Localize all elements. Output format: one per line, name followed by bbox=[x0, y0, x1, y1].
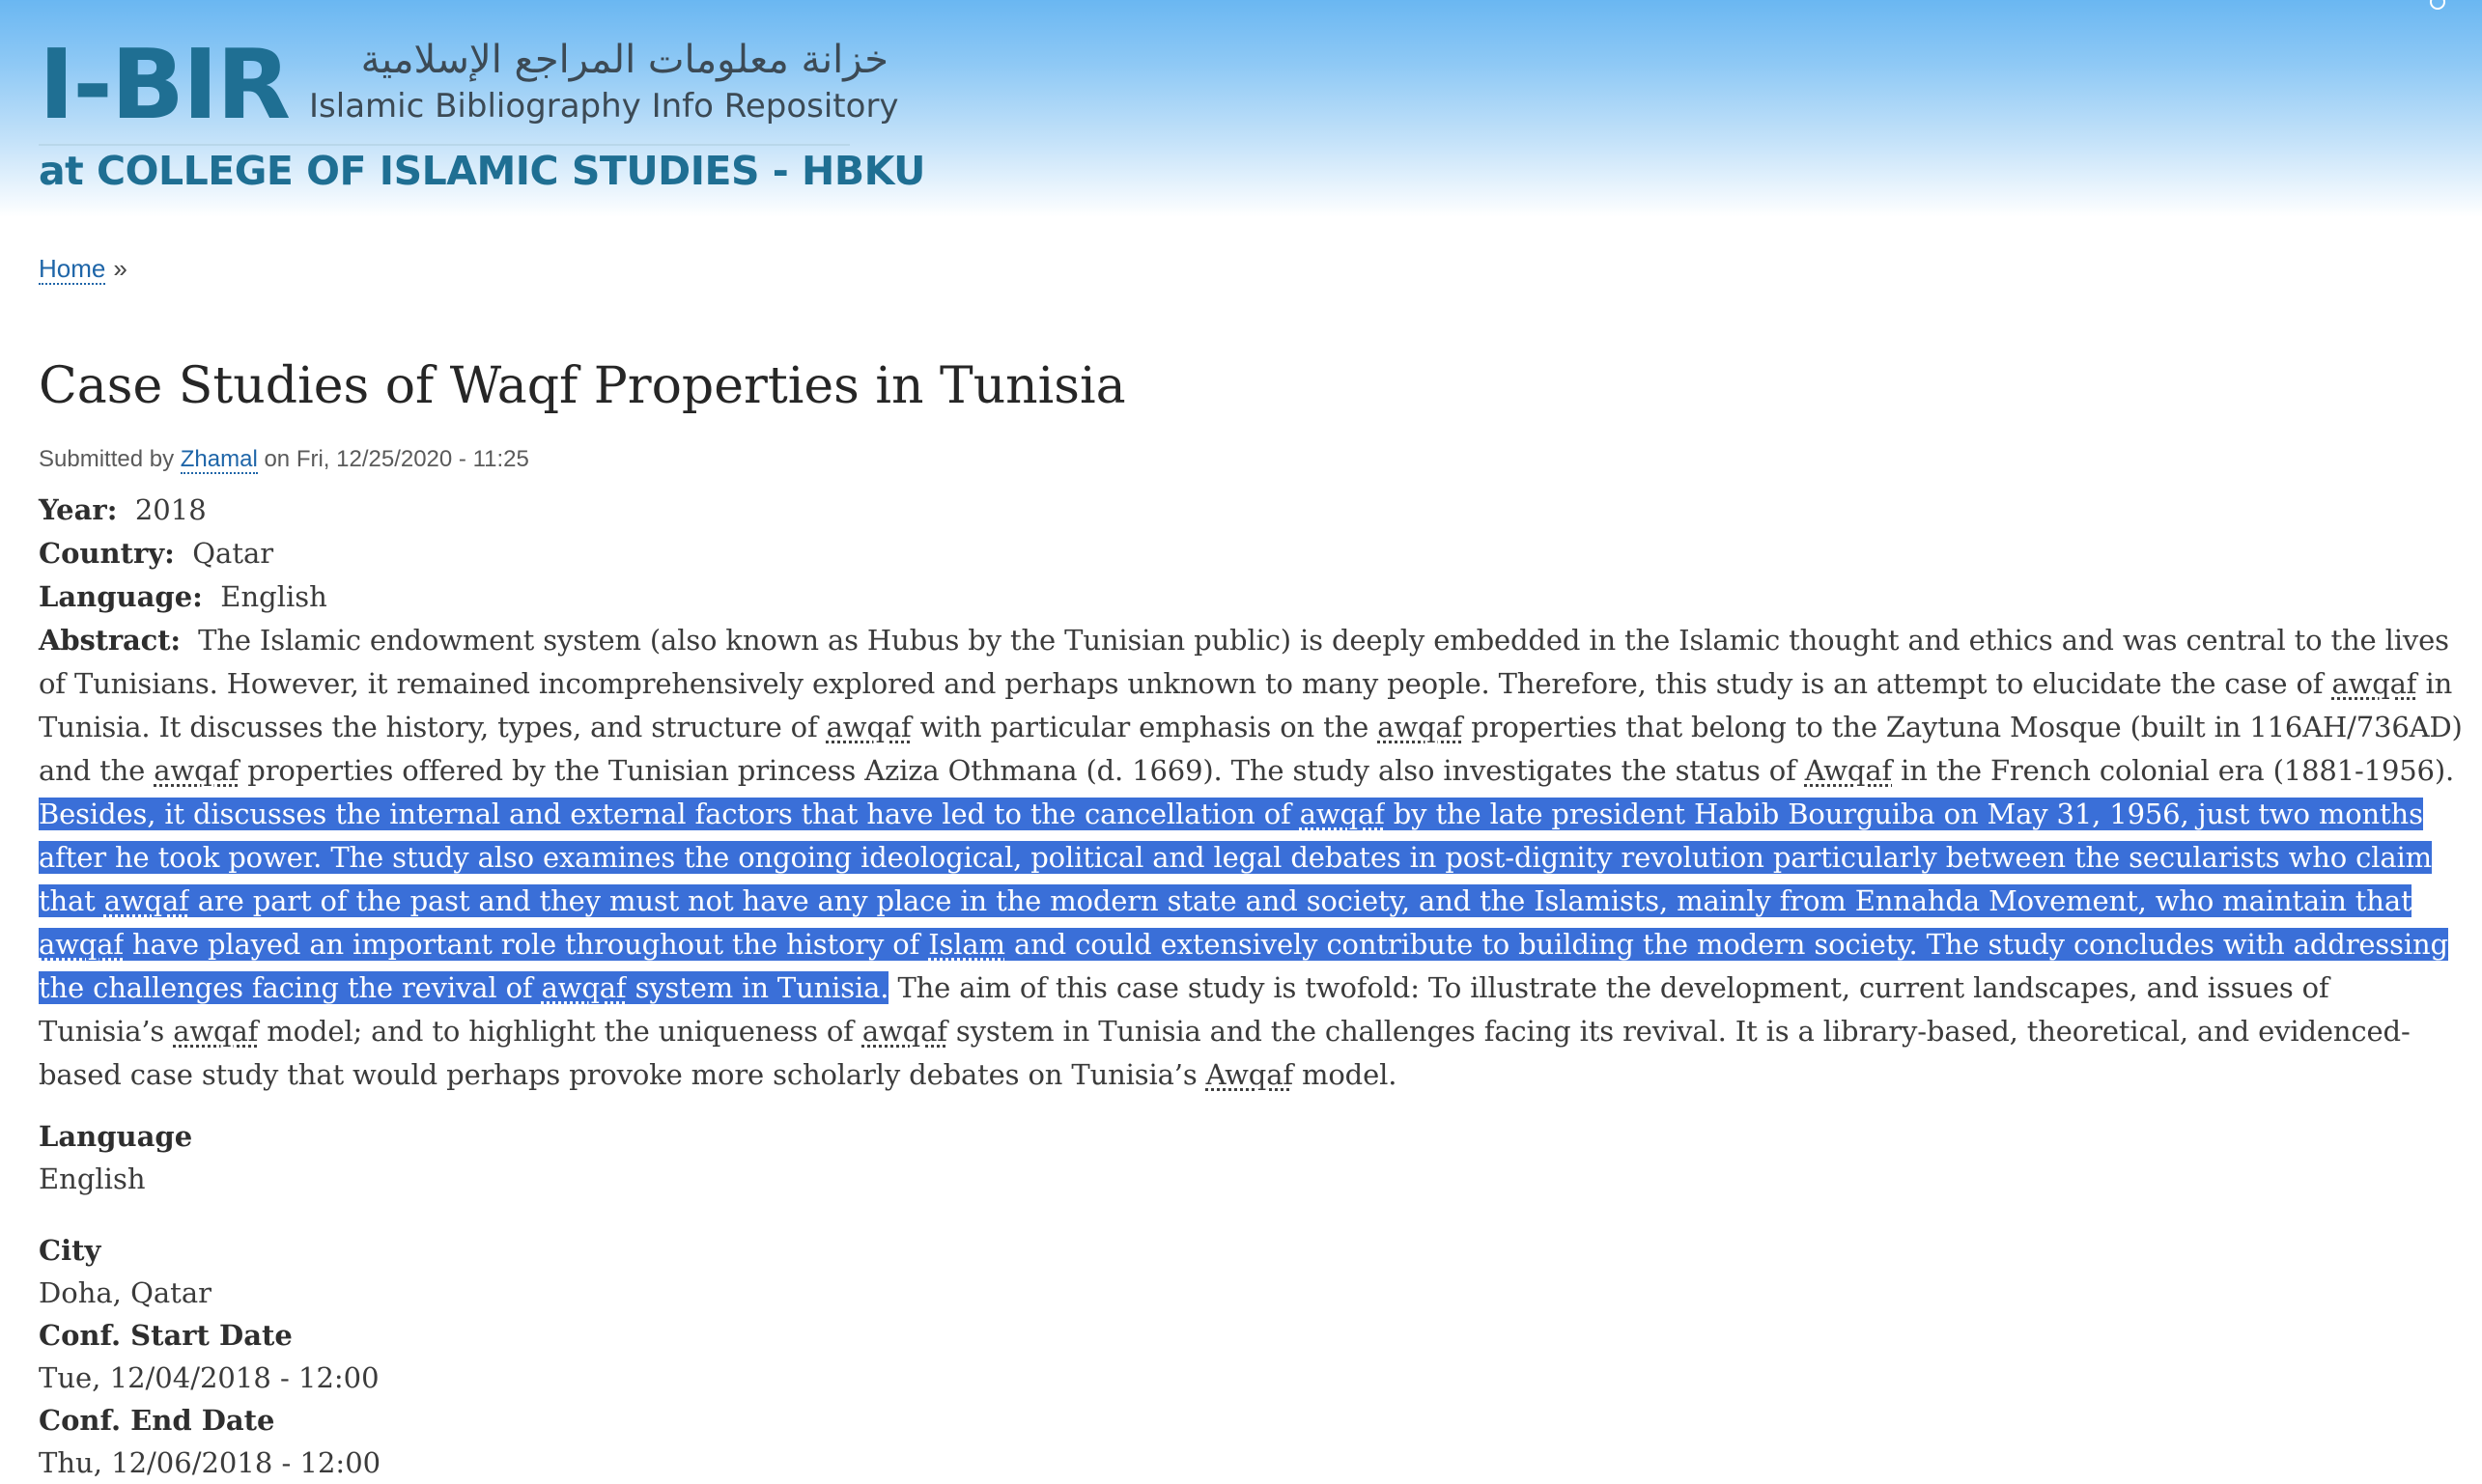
country-value: Qatar bbox=[192, 537, 274, 570]
term-awqaf: awqaf bbox=[861, 1015, 947, 1048]
abstract-part: properties offered by the Tunisian princess Aziza Othmana (d. 1669). The study also investigates the status of bbox=[239, 754, 1805, 787]
author-link[interactable]: Zhamal bbox=[180, 446, 258, 472]
abstract-part: with particular emphasis on the bbox=[911, 711, 1378, 743]
detail-end-date-label: Conf. End Date bbox=[39, 1404, 275, 1437]
detail-start-date-value: Tue, 12/04/2018 - 12:00 bbox=[39, 1361, 380, 1394]
abstract-part: model; and to highlight the uniqueness of bbox=[258, 1015, 862, 1048]
page-title: Case Studies of Waqf Properties in Tunisia bbox=[39, 357, 1126, 415]
abstract-text bbox=[39, 619, 2463, 1097]
node-content bbox=[39, 489, 2463, 1097]
abstract-part: properties that belong to the Zaytuna Mosque (built in 116AH/736AD) and the bbox=[39, 711, 2463, 787]
event-details bbox=[39, 1115, 1198, 1484]
corner-circle-icon bbox=[2430, 0, 2445, 10]
term-awqaf: awqaf bbox=[154, 754, 240, 787]
selected-term-awqaf: awqaf bbox=[103, 884, 189, 917]
term-awqaf: awqaf bbox=[826, 711, 912, 743]
breadcrumb-home-link[interactable]: Home bbox=[39, 254, 106, 283]
logo-english-title: Islamic Bibliography Info Repository bbox=[309, 87, 899, 126]
breadcrumb bbox=[39, 254, 127, 284]
abstract-part: system in Tunisia and the challenges facing its revival. It is a library-based, theoretical, and evidenced-based case study that would perhaps provoke more scholarly debates on Tunisia’s bbox=[39, 1015, 2411, 1091]
detail-start-date-label: Conf. Start Date bbox=[39, 1319, 293, 1352]
selected-text: are part of the past and they must not have any place in the modern state and society, and the Islamists, mainly from Ennahda Movement, who maintain that bbox=[188, 884, 2412, 917]
field-year bbox=[39, 489, 2463, 532]
selected-term-awqaf: awqaf bbox=[39, 928, 124, 961]
year-value: 2018 bbox=[134, 493, 207, 526]
selected-term-islam: Islam bbox=[928, 928, 1005, 961]
logo-divider bbox=[39, 144, 850, 146]
selected-text: and could extensively contribute to building the modern society. The study concludes with addressing the challenges facing the revival of bbox=[39, 928, 2448, 1004]
detail-city-value: Doha, Qatar bbox=[39, 1276, 212, 1309]
logo-college-line: at COLLEGE OF ISLAMIC STUDIES - HBKU bbox=[39, 148, 925, 194]
submitted-date: on Fri, 12/25/2020 - 11:25 bbox=[264, 446, 529, 472]
term-awqaf: Awqaf bbox=[1804, 754, 1893, 787]
language-label: Language: bbox=[39, 580, 203, 613]
logo-arabic-title: خزانة معلومات المراجع الإسلامية bbox=[360, 38, 888, 82]
selected-term-awqaf: awqaf bbox=[1299, 798, 1385, 830]
term-awqaf: awqaf bbox=[2331, 667, 2417, 700]
abstract-label: Abstract: bbox=[39, 624, 181, 657]
detail-end-date-value: Thu, 12/06/2018 - 12:00 bbox=[39, 1446, 381, 1479]
term-awqaf: awqaf bbox=[173, 1015, 259, 1048]
detail-language-value: English bbox=[39, 1162, 146, 1195]
abstract-part: The aim of this case study is twofold: To illustrate the development, current landscapes, and issues of Tunisia’s bbox=[39, 971, 2329, 1048]
country-label: Country: bbox=[39, 537, 175, 570]
abstract-part: model. bbox=[1292, 1058, 1397, 1091]
selected-text: have played an important role throughout the history of bbox=[123, 928, 929, 961]
selected-text: Besides, it discusses the internal and external factors that have led to the cancellation of bbox=[39, 798, 1300, 830]
field-language bbox=[39, 575, 2463, 619]
submitted-info bbox=[39, 446, 529, 473]
selected-text: system in Tunisia. bbox=[626, 971, 889, 1004]
language-value: English bbox=[220, 580, 327, 613]
site-logo[interactable] bbox=[39, 28, 925, 206]
abstract-part: The Islamic endowment system (also known as Hubus by the Tunisian public) is deeply embedded in the Islamic thought and ethics and was central to the lives of Tunisians. However, it remained incomprehensively explored and perhaps unknown to many people. Therefore, this study is an attempt to elucidate the case of bbox=[39, 624, 2449, 700]
detail-language-label: Language bbox=[39, 1120, 193, 1153]
detail-city-label: City bbox=[39, 1234, 101, 1267]
selected-text: by the late president Habib Bourguiba on May 31, 1956, just two months after he took power. The study also examines the ongoing ideological, political and legal debates in post-dignity revolution particularly between the secularists who claim that bbox=[39, 798, 2432, 917]
abstract-part: in the French colonial era (1881-1956). bbox=[1892, 754, 2455, 787]
logo-wordmark: I-BIR bbox=[39, 28, 290, 141]
selected-term-awqaf: awqaf bbox=[541, 971, 627, 1004]
term-awqaf: awqaf bbox=[1377, 711, 1463, 743]
breadcrumb-separator: » bbox=[113, 254, 127, 283]
field-country bbox=[39, 532, 2463, 575]
year-label: Year: bbox=[39, 493, 118, 526]
abstract-part: in Tunisia. It discusses the history, types, and structure of bbox=[39, 667, 2453, 743]
site-header bbox=[0, 0, 2482, 217]
term-awqaf: Awqaf bbox=[1205, 1058, 1293, 1091]
submitted-prefix: Submitted by bbox=[39, 446, 175, 472]
